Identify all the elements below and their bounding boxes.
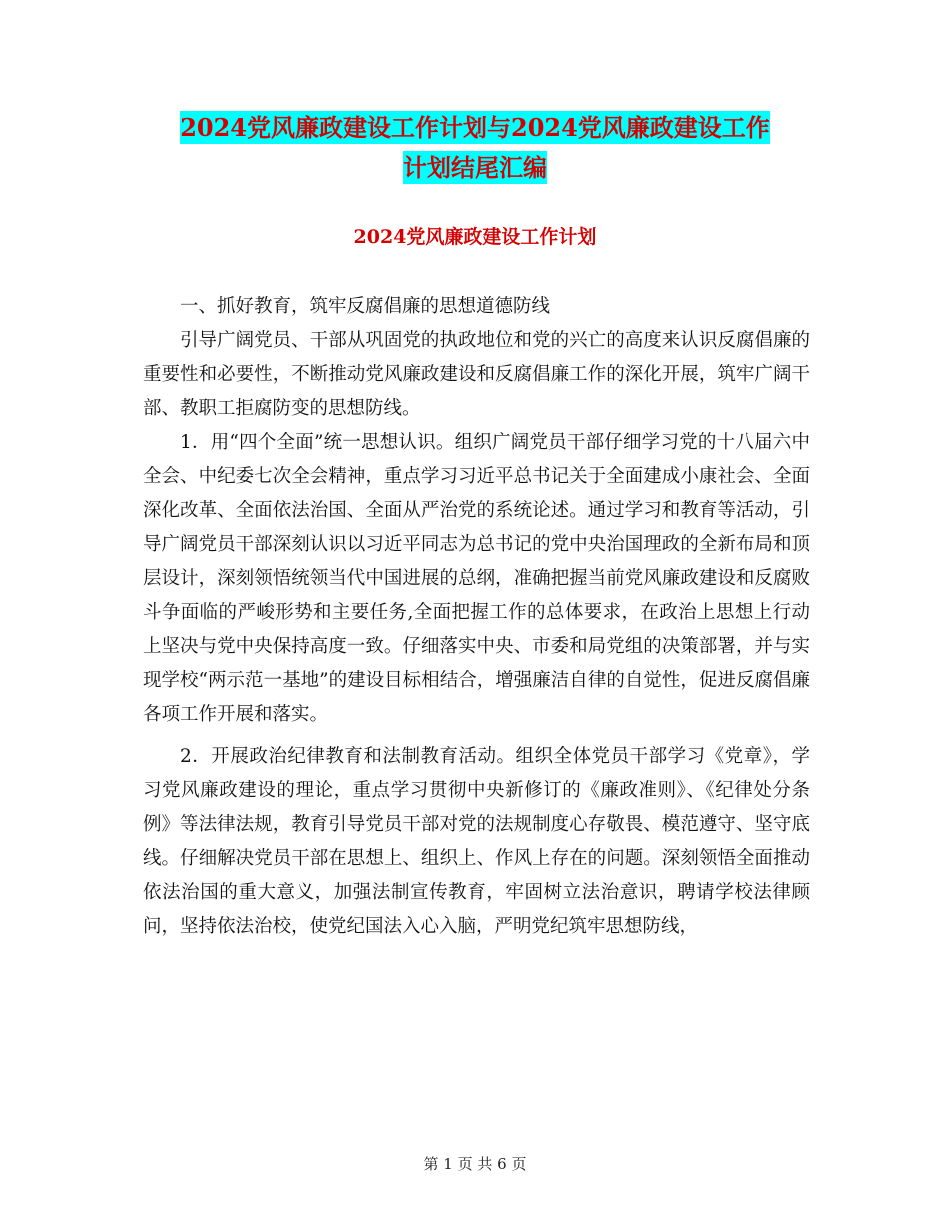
section-title: 2024党风廉政建设工作计划	[353, 226, 597, 248]
paragraph-item-2: 2．开展政治纪律教育和法制教育活动。组织全体党员干部学习《党章》，学习党风廉政建设的理论，重点学习贯彻中央新修订的《廉政准则》、《纪律处分条例》等法律法规，教育引导党员干部对党的法规制度心存敬畏、模范遵守、坚守底线。仔细解决党员干部在思想上、组织上、作风上存在的问题。深刻领悟全面推动依法治国的重大意义，加强法制宣传教育，牢固树立法治意识，聘请学校法律顾问，坚持依法治校，使党纪国法入心入脑，严明党纪筑牢思想防线，	[143, 746, 810, 937]
paragraph-item-1: 1．用“四个全面”统一思想认识。组织广阔党员干部仔细学习党的十八届六中全会、中纪委七次全会精神，重点学习习近平总书记关于全面建成小康社会、全面深化改革、全面依法治国、全面从严治党的系统论述。通过学习和教育等活动，引导广阔党员干部深刻认识以习近平同志为总书记的党中央治国理政的全新布局和顶层设计，深刻领悟统领当代中国进展的总纲，准确把握当前党风廉政建设和反腐败斗争面临的严峻形势和主要任务,全面把握工作的总体要求，在政治上思想上行动上坚决与党中央保持高度一致。仔细落实中央、市委和局党组的决策部署，并与实现学校“两示范一基地”的建设目标相结合，增强廉洁自律的自觉性，促进反腐倡廉各项工作开展和落实。	[143, 432, 810, 725]
title-line-1: 2024党风廉政建设工作计划与2024党风廉政建设工作	[180, 113, 770, 142]
document-body	[143, 290, 810, 944]
title-line-2: 计划结尾汇编	[403, 153, 547, 182]
paragraph-heading-1: 一、抓好教育，筑牢反腐倡廉的思想道德防线	[180, 296, 551, 317]
paragraph-intro: 引导广阔党员、干部从巩固党的执政地位和党的兴亡的高度来认识反腐倡廉的重要性和必要性，不断推动党风廉政建设和反腐倡廉工作的深化开展，筑牢广阔干部、教职工拒腐防变的思想防线。	[143, 330, 810, 419]
page-footer: 第 1 页 共 6 页	[423, 1155, 527, 1173]
document-title	[150, 108, 800, 188]
